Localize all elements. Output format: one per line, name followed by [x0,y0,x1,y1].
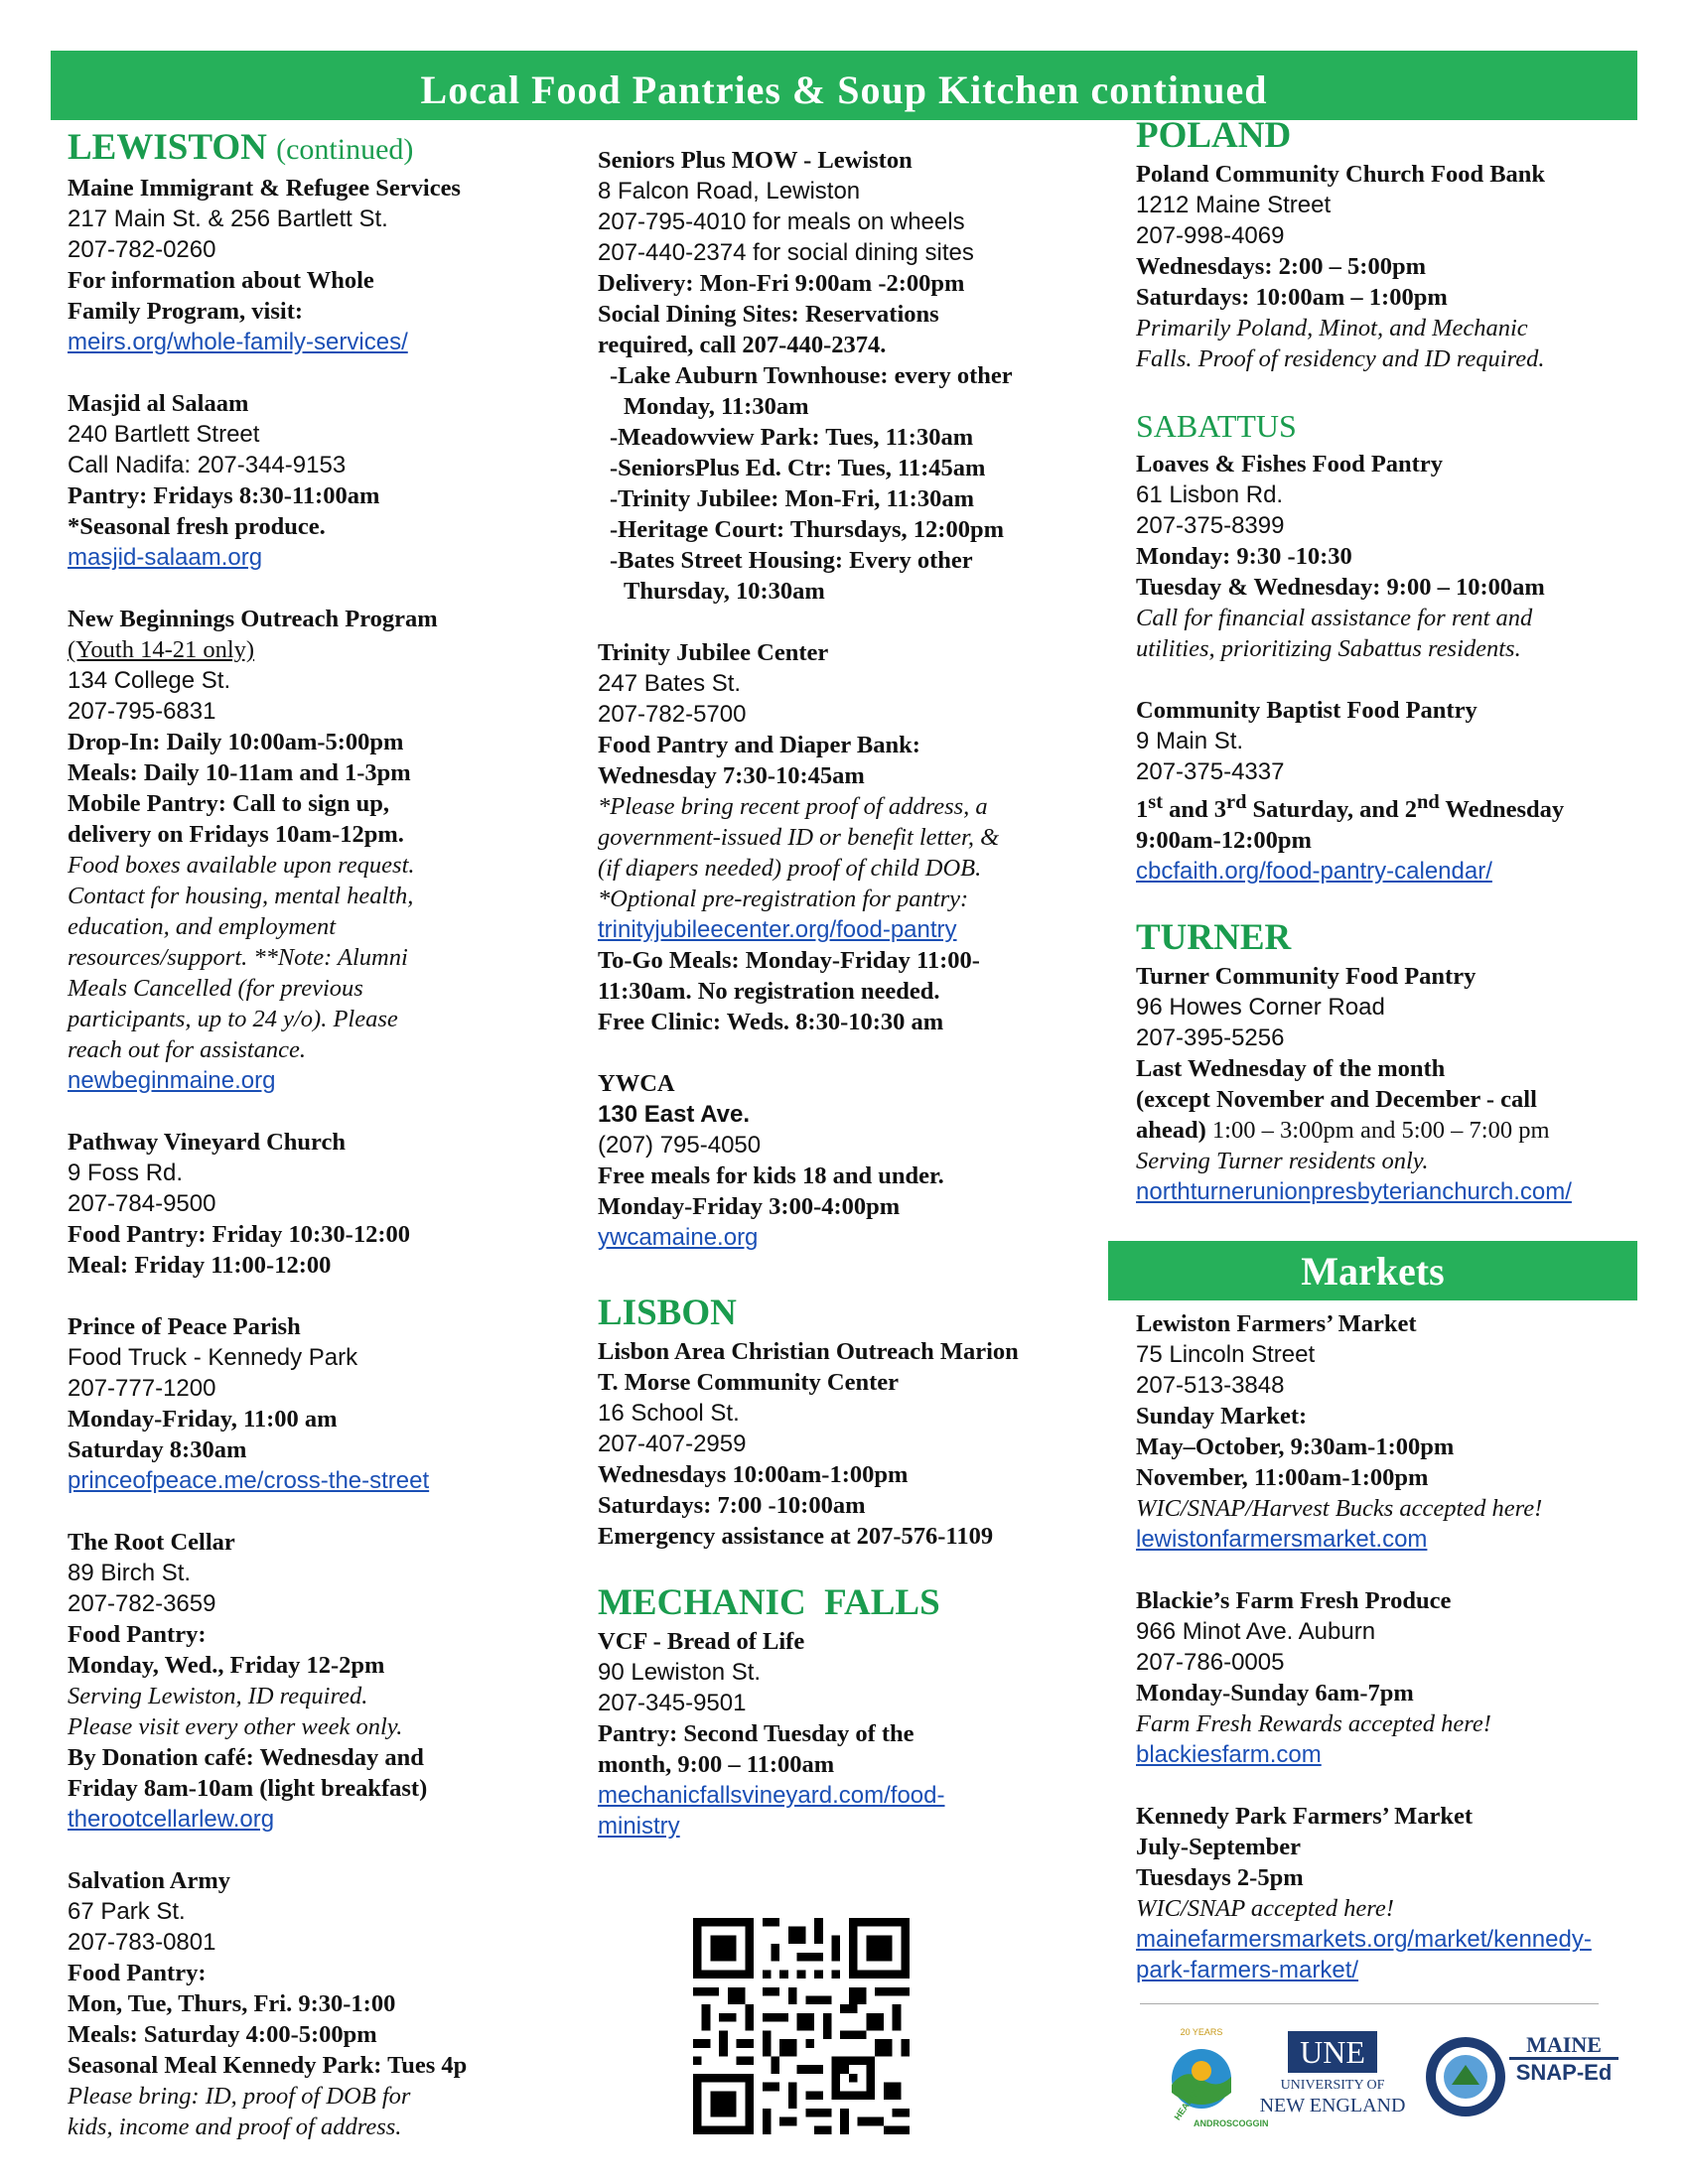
listing-link[interactable]: mainefarmersmarkets.org/market/kennedy- [1136,1926,1592,1953]
listing-hours: Mobile Pantry: Call to sign up, [68,790,389,817]
listing-address: 61 Lisbon Rd. [1136,481,1284,508]
listing-note: WIC/SNAP/Harvest Bucks accepted here! [1136,1495,1543,1522]
listing-hours: To-Go Meals: Monday-Friday 11:00- [598,947,980,974]
listing-name: Maine Immigrant & Refugee Services [68,175,461,202]
logo-text: 20 YEARS [1180,2027,1223,2037]
listing-blackies-farm [1136,1585,1652,1770]
listing-note: *Optional pre-registration for pantry: [598,886,969,912]
listing-link[interactable]: meirs.org/whole-family-services/ [68,329,408,355]
listing-info: Family Program, visit: [68,298,304,325]
listing-hours: Monday: 9:30 -10:30 [1136,543,1352,570]
listing-community-baptist [1136,695,1652,887]
listing-hours: Tuesdays 2-5pm [1136,1864,1304,1891]
listing-hours: Wednesday 7:30-10:45am [598,762,865,789]
listing-address: 75 Lincoln Street [1136,1341,1316,1368]
listing-hours: Saturdays: 10:00am – 1:00pm [1136,284,1448,311]
listing-hours: Food Pantry: Friday 10:30-12:00 [68,1221,410,1248]
snap-text: SNAP-Ed [1509,2057,1618,2086]
listing-phone: 207-782-3659 [68,1590,216,1617]
listing-hours: Pantry: Second Tuesday of the [598,1720,914,1747]
listing-hours: Free Clinic: Weds. 8:30-10:30 am [598,1009,944,1035]
listing-name: The Root Cellar [68,1529,235,1556]
column-middle [598,145,1114,1872]
listing-hours: Last Wednesday of the month [1136,1055,1446,1083]
listing-phone: 207-395-5256 [1136,1024,1285,1052]
listing-note: participants, up to 24 y/o). Please [68,1006,398,1032]
listing-hours: Monday-Sunday 6am-7pm [1136,1680,1414,1706]
listing-name: Lewiston Farmers’ Market [1136,1310,1417,1337]
listing-seniors-plus [598,145,1114,607]
listing-note: WIC/SNAP accepted here! [1136,1895,1394,1922]
listing-lisbon-outreach [598,1336,1114,1552]
listing-hours: Food Pantry and Diaper Bank: [598,732,920,758]
listing-address: Food Truck - Kennedy Park [68,1344,358,1371]
listing-hours: Meal: Friday 11:00-12:00 [68,1252,332,1279]
listing-name: Lisbon Area Christian Outreach Marion [598,1338,1019,1365]
listing-link[interactable]: masjid-salaam.org [68,544,263,571]
listing-hours: Food Pantry: [68,1960,207,1986]
listing-phone: 207-784-9500 [68,1190,216,1217]
listing-phone: 207-345-9501 [598,1690,747,1716]
listing-link[interactable]: park-farmers-market/ [1136,1957,1359,1983]
listing-hours: ahead) 1:00 – 3:00pm and 5:00 – 7:00 pm [1136,1117,1550,1145]
listing-bread-of-life [598,1626,1114,1842]
listing-hours: November, 11:00am-1:00pm [1136,1464,1429,1491]
listing-phone: 207-782-0260 [68,236,216,263]
listing-hours: Delivery: Mon-Fri 9:00am -2:00pm [598,270,965,297]
page-header-banner [51,51,1637,120]
listing-pathway [68,1127,564,1281]
listing-note: Call for financial assistance for rent and [1136,605,1533,631]
listing-name: T. Morse Community Center [598,1369,900,1396]
listing-name: Trinity Jubilee Center [598,639,829,666]
dining-site: -Lake Auburn Townhouse: every other [610,362,1013,389]
state-seal-logo [1424,2035,1507,2118]
listing-hours: 1st and 3rd Saturday, and 2nd Wednesday [1136,791,1565,824]
markets-title: Markets [1301,1249,1445,1294]
snap-text: MAINE [1526,2032,1602,2057]
listing-address: 247 Bates St. [598,670,742,697]
maine-snap-ed-logo [1509,2033,1618,2122]
listing-masjid [68,388,564,573]
listing-phone: (207) 795-4050 [598,1132,762,1159]
listing-hours: Meals: Daily 10-11am and 1-3pm [68,759,411,786]
listing-phone: 207-795-6831 [68,698,216,725]
dining-site: Thursday, 10:30am [624,578,825,605]
listing-note: Serving Turner residents only. [1136,1148,1429,1175]
listing-hours: By Donation café: Wednesday and [68,1744,424,1771]
listing-root-cellar [68,1527,564,1835]
listing-link[interactable]: ministry [598,1813,680,1840]
listing-hours: Monday-Friday, 11:00 am [68,1406,338,1433]
listing-name: Kennedy Park Farmers’ Market [1136,1803,1474,1830]
listing-address: 90 Lewiston St. [598,1659,762,1686]
dining-site: Monday, 11:30am [624,393,809,420]
listing-hours: Wednesdays 10:00am-1:00pm [598,1461,909,1488]
listing-hours: Monday, Wed., Friday 12-2pm [68,1652,385,1679]
dining-site: -Heritage Court: Thursdays, 12:00pm [610,516,1004,543]
listing-eligibility: (Youth 14-21 only) [68,636,255,663]
listing-hours: Saturdays: 7:00 -10:00am [598,1492,866,1519]
dining-site: -Meadowview Park: Tues, 11:30am [610,424,974,451]
listing-hours: delivery on Fridays 10am-12pm. [68,821,404,848]
listing-address: 9 Main St. [1136,728,1244,754]
listing-address: 134 College St. [68,667,231,694]
listing-address: 966 Minot Ave. Auburn [1136,1618,1376,1645]
column-markets [1136,1308,1652,2016]
listing-note: resources/support. **Note: Alumni [68,944,408,971]
listing-hours: Tuesday & Wednesday: 9:00 – 10:00am [1136,574,1545,601]
listing-phone: 207-795-4010 for meals on wheels [598,208,965,235]
listing-name: New Beginnings Outreach Program [68,606,438,632]
city-heading-poland: POLAND [1136,115,1292,156]
listing-note: Serving Lewiston, ID required. [68,1683,368,1709]
listing-address: 96 Howes Corner Road [1136,994,1385,1022]
listing-name: Seniors Plus MOW - Lewiston [598,147,913,174]
listing-note: Falls. Proof of residency and ID required. [1136,345,1545,372]
listing-address: 67 Park St. [68,1898,186,1925]
listing-hours: Seasonal Meal Kennedy Park: Tues 4p [68,2052,468,2079]
listing-address: 1212 Maine Street [1136,192,1332,218]
listing-note: utilities, prioritizing Sabattus residents. [1136,635,1521,662]
listing-link[interactable]: ywcamaine.org [598,1224,759,1251]
listing-hours: Friday 8am-10am (light breakfast) [68,1775,428,1802]
listing-link[interactable]: trinityjubileecenter.org/food-pantry [598,916,957,943]
listing-link[interactable]: northturnerunionpresbyterianchurch.com/ [1136,1178,1572,1206]
listing-lewiston-farmers-market [1136,1308,1652,1555]
listing-hours: Monday-Friday 3:00-4:00pm [598,1193,901,1220]
listing-salvation-army [68,1865,564,2142]
listing-ywca [598,1068,1114,1253]
logo-text: ANDROSCOGGIN [1194,2118,1269,2128]
listing-phone: 207-440-2374 for social dining sites [598,239,974,266]
listing-hours: Mon, Tue, Thurs, Fri. 9:30-1:00 [68,1990,396,2017]
listing-address: 217 Main St. & 256 Bartlett St. [68,205,388,232]
listing-name: Poland Community Church Food Bank [1136,161,1546,188]
markets-banner [1108,1241,1637,1300]
listing-phone: 207-777-1200 [68,1375,216,1402]
listing-note: education, and employment [68,913,337,940]
listing-name: Blackie’s Farm Fresh Produce [1136,1587,1452,1614]
listing-hours: Saturday 8:30am [68,1436,247,1463]
column-right [1136,115,1652,1238]
dining-site: -SeniorsPlus Ed. Ctr: Tues, 11:45am [610,455,986,481]
une-logo [1253,2031,1412,2122]
listing-trinity-jubilee [598,637,1114,1037]
city-heading-turner: TURNER [1136,917,1292,959]
listing-hours: Wednesdays: 2:00 – 5:00pm [1136,253,1426,280]
listing-note: reach out for assistance. [68,1036,306,1063]
listing-hours: month, 9:00 – 11:00am [598,1751,835,1778]
listing-link[interactable]: mechanicfallsvineyard.com/food- [598,1782,945,1809]
listing-hours: required, call 207-440-2374. [598,332,887,358]
listing-link[interactable]: therootcellarlew.org [68,1806,275,1833]
listing-hours: 9:00am-12:00pm [1136,827,1312,855]
listing-link[interactable]: newbeginmaine.org [68,1067,276,1094]
listing-turner-pantry [1136,961,1652,1207]
listing-address: 16 School St. [598,1400,740,1427]
listing-name: Turner Community Food Pantry [1136,963,1477,991]
listing-address: 89 Birch St. [68,1560,192,1586]
listing-hours: May–October, 9:30am-1:00pm [1136,1433,1455,1460]
page-title: Local Food Pantries & Soup Kitchen continued [420,68,1268,112]
listing-phone: 207-782-5700 [598,701,747,728]
listing-note: government-issued ID or benefit letter, & [598,824,1000,851]
listing-prince-of-peace [68,1311,564,1496]
listing-phone: 207-998-4069 [1136,222,1285,249]
listing-hours: Pantry: Fridays 8:30-11:00am [68,482,380,509]
listing-hours: Free meals for kids 18 and under. [598,1162,944,1189]
listing-note: Please bring: ID, proof of DOB for [68,2083,411,2110]
listing-note: *Please bring recent proof of address, a [598,793,988,820]
listing-phone: 207-375-4337 [1136,758,1285,785]
listing-note: Contact for housing, mental health, [68,883,414,909]
city-heading-lewiston: LEWISTON (continued) [68,127,414,168]
listing-link[interactable]: lewistonfarmersmarket.com [1136,1526,1428,1553]
listing-name: Pathway Vineyard Church [68,1129,346,1156]
listing-note: kids, income and proof of address. [68,2114,402,2140]
listing-address: 8 Falcon Road, Lewiston [598,178,861,205]
listing-hours: Social Dining Sites: Reservations [598,301,939,328]
logos-divider [1140,2003,1599,2004]
listing-name: Masjid al Salaam [68,390,249,417]
listing-note: (if diapers needed) proof of child DOB. [598,855,982,882]
listing-note: *Seasonal fresh produce. [68,513,326,540]
listing-note: Farm Fresh Rewards accepted here! [1136,1710,1491,1737]
listing-poland-church [1136,159,1652,374]
listing-phone: 207-407-2959 [598,1431,747,1457]
listing-name: Loaves & Fishes Food Pantry [1136,451,1443,478]
listing-name: VCF - Bread of Life [598,1628,805,1655]
listing-note: Meals Cancelled (for previous [68,975,363,1002]
listing-hours: (except November and December - call [1136,1086,1537,1114]
listing-phone: 207-513-3848 [1136,1372,1285,1399]
listing-kennedy-park-market [1136,1801,1652,1985]
dining-site: -Trinity Jubilee: Mon-Fri, 11:30am [610,485,974,512]
listing-link[interactable]: blackiesfarm.com [1136,1741,1322,1768]
column-lewiston [68,127,564,2173]
city-heading-lisbon: LISBON [598,1293,737,1333]
listing-meirs [68,173,564,357]
listing-hours: 11:30am. No registration needed. [598,978,940,1005]
une-mark: UNE [1288,2031,1377,2073]
city-heading-sabattus: SABATTUS [1136,408,1297,444]
logo-text: HEALTHY [1172,2082,1204,2122]
une-text: UNIVERSITY OF [1280,2078,1385,2093]
listing-address: 240 Bartlett Street [68,421,260,448]
listing-name: YWCA [598,1070,675,1097]
listing-phone: 207-375-8399 [1136,512,1285,539]
listing-phone: 207-783-0801 [68,1929,216,1956]
listing-note: Please visit every other week only. [68,1713,403,1740]
listing-link[interactable]: princeofpeace.me/cross-the-street [68,1467,430,1494]
listing-note: Primarily Poland, Minot, and Mechanic [1136,315,1528,341]
listing-info: For information about Whole [68,267,374,294]
listing-loaves-fishes [1136,449,1652,664]
qr-code[interactable] [693,1918,910,2134]
listing-hours: Food Pantry: [68,1621,207,1648]
listing-note: Food boxes available upon request. [68,852,415,879]
listing-link[interactable]: cbcfaith.org/food-pantry-calendar/ [1136,858,1492,886]
listing-hours: Emergency assistance at 207-576-1109 [598,1523,994,1550]
dining-site: -Bates Street Housing: Every other [610,547,973,574]
listing-address: 9 Foss Rd. [68,1160,184,1186]
listing-name: Salvation Army [68,1867,231,1894]
listing-new-beginnings [68,604,564,1096]
healthy-androscoggin-logo [1146,2021,1269,2132]
listing-name: Community Baptist Food Pantry [1136,697,1477,724]
listing-hours: July-September [1136,1834,1302,1860]
listing-phone: 207-786-0005 [1136,1649,1285,1676]
listing-hours: Sunday Market: [1136,1403,1308,1430]
listing-phone: Call Nadifa: 207-344-9153 [68,452,347,478]
listing-address: 130 East Ave. [598,1101,750,1128]
listing-hours: Meals: Saturday 4:00-5:00pm [68,2021,377,2048]
une-text: NEW ENGLAND [1259,2095,1406,2116]
city-heading-mechanic-falls: MECHANIC FALLS [598,1582,940,1623]
listing-name: Prince of Peace Parish [68,1313,301,1340]
listing-hours: Drop-In: Daily 10:00am-5:00pm [68,729,404,755]
